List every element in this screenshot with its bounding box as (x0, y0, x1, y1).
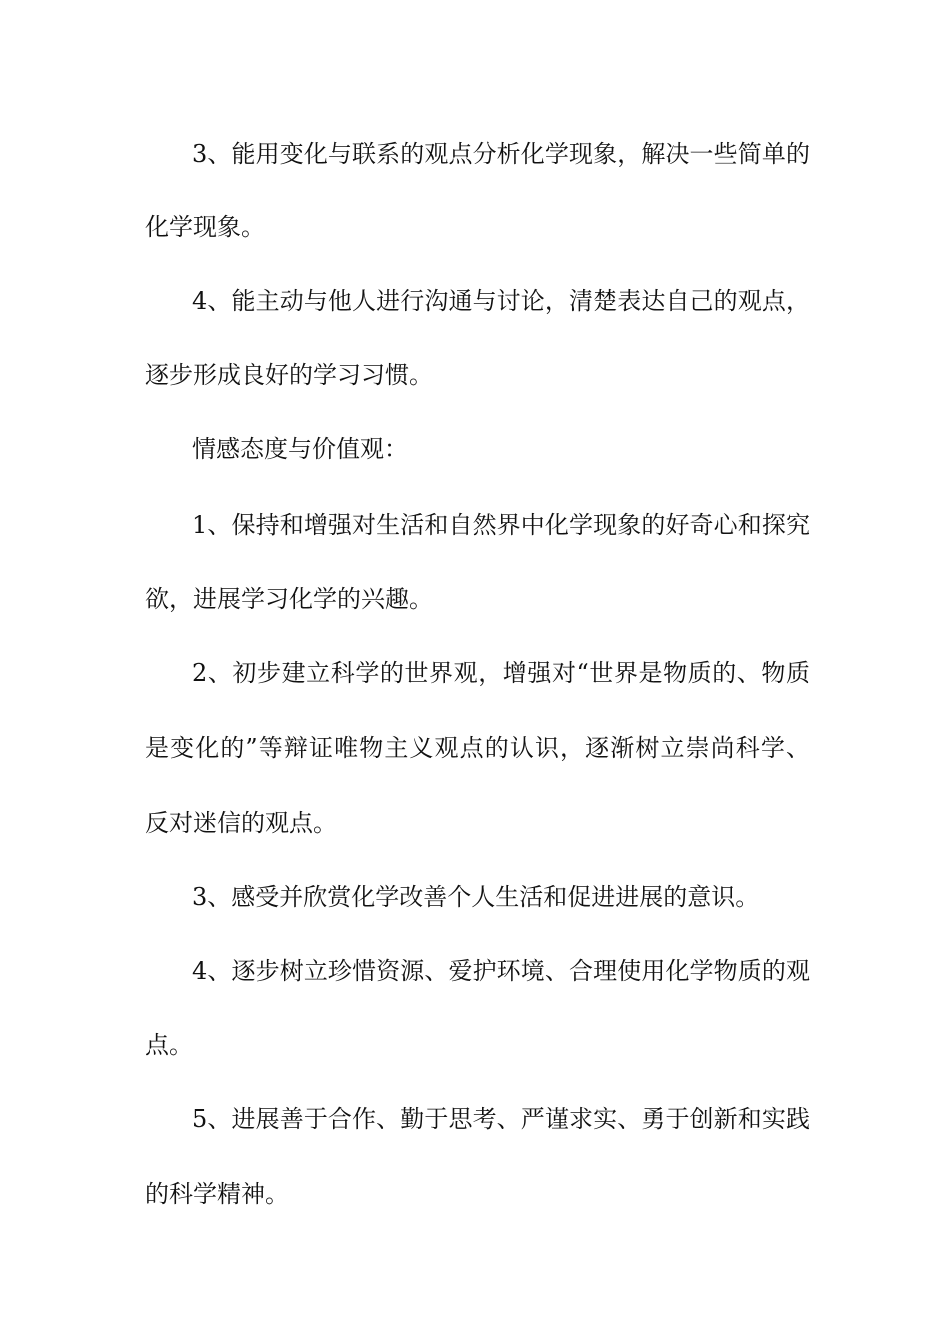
paragraph-line: 是变化的”等辩证唯物主义观点的认识，逐渐树立崇尚科学、 (145, 734, 810, 762)
section-heading: 情感态度与价值观： (192, 435, 408, 463)
paragraph-line: 化学现象。 (145, 213, 265, 241)
paragraph-line: 3、感受并欣赏化学改善个人生活和促进进展的意识。 (192, 883, 760, 911)
paragraph-line: 3、能用变化与联系的观点分析化学现象，解决一些简单的 (192, 140, 810, 168)
paragraph-line: 点。 (145, 1031, 193, 1059)
paragraph-line: 4、能主动与他人进行沟通与讨论，清楚表达自己的观点， (192, 287, 810, 315)
paragraph-line: 逐步形成良好的学习习惯。 (145, 361, 433, 389)
paragraph-line: 的科学精神。 (145, 1180, 289, 1208)
paragraph-line: 欲，进展学习化学的兴趣。 (145, 585, 433, 613)
paragraph-line: 1、保持和增强对生活和自然界中化学现象的好奇心和探究 (192, 511, 810, 539)
paragraph-line: 4、逐步树立珍惜资源、爱护环境、合理使用化学物质的观 (192, 957, 810, 985)
paragraph-line: 反对迷信的观点。 (145, 809, 337, 837)
paragraph-line: 5、进展善于合作、勤于思考、严谨求实、勇于创新和实践 (192, 1105, 810, 1133)
paragraph-line: 2、初步建立科学的世界观，增强对“世界是物质的、物质 (192, 659, 810, 687)
